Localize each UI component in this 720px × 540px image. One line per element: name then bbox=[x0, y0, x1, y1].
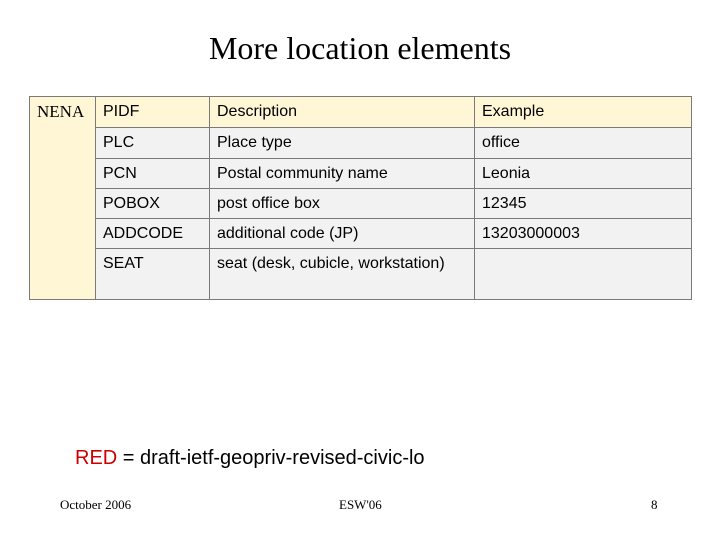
example-cell: office bbox=[475, 128, 692, 159]
example-cell: 12345 bbox=[475, 189, 692, 219]
location-elements-table bbox=[29, 96, 692, 300]
description-cell: Place type bbox=[210, 128, 475, 159]
example-cell bbox=[475, 249, 692, 300]
description-cell: seat (desk, cubicle, workstation) bbox=[210, 249, 475, 300]
example-cell: 13203000003 bbox=[475, 219, 692, 249]
table-header-row bbox=[30, 97, 692, 128]
header-pidf: PIDF bbox=[96, 97, 210, 128]
header-nena: NENA bbox=[30, 97, 96, 300]
legend-red-label: RED bbox=[75, 447, 118, 469]
table-row bbox=[30, 159, 692, 189]
description-cell: additional code (JP) bbox=[210, 219, 475, 249]
pidf-cell: PLC bbox=[96, 128, 210, 159]
footer-event: ESW'06 bbox=[339, 497, 382, 512]
table-row bbox=[30, 189, 692, 219]
header-example: Example bbox=[475, 97, 692, 128]
table-row bbox=[30, 249, 692, 300]
footer-page-number: 8 bbox=[651, 497, 658, 512]
pidf-cell: SEAT bbox=[96, 249, 210, 300]
example-cell: Leonia bbox=[475, 159, 692, 189]
legend-footnote bbox=[75, 447, 425, 470]
pidf-cell: POBOX bbox=[96, 189, 210, 219]
footer-date: October 2006 bbox=[60, 497, 132, 512]
pidf-cell: ADDCODE bbox=[96, 219, 210, 249]
description-cell: post office box bbox=[210, 189, 475, 219]
pidf-cell: PCN bbox=[96, 159, 210, 189]
table-row bbox=[30, 128, 692, 159]
legend-text: = draft-ietf-geopriv-revised-civic-lo bbox=[117, 447, 425, 469]
header-description: Description bbox=[210, 97, 475, 128]
slide-title: More location elements bbox=[208, 30, 512, 66]
table-row bbox=[30, 219, 692, 249]
description-cell: Postal community name bbox=[210, 159, 475, 189]
